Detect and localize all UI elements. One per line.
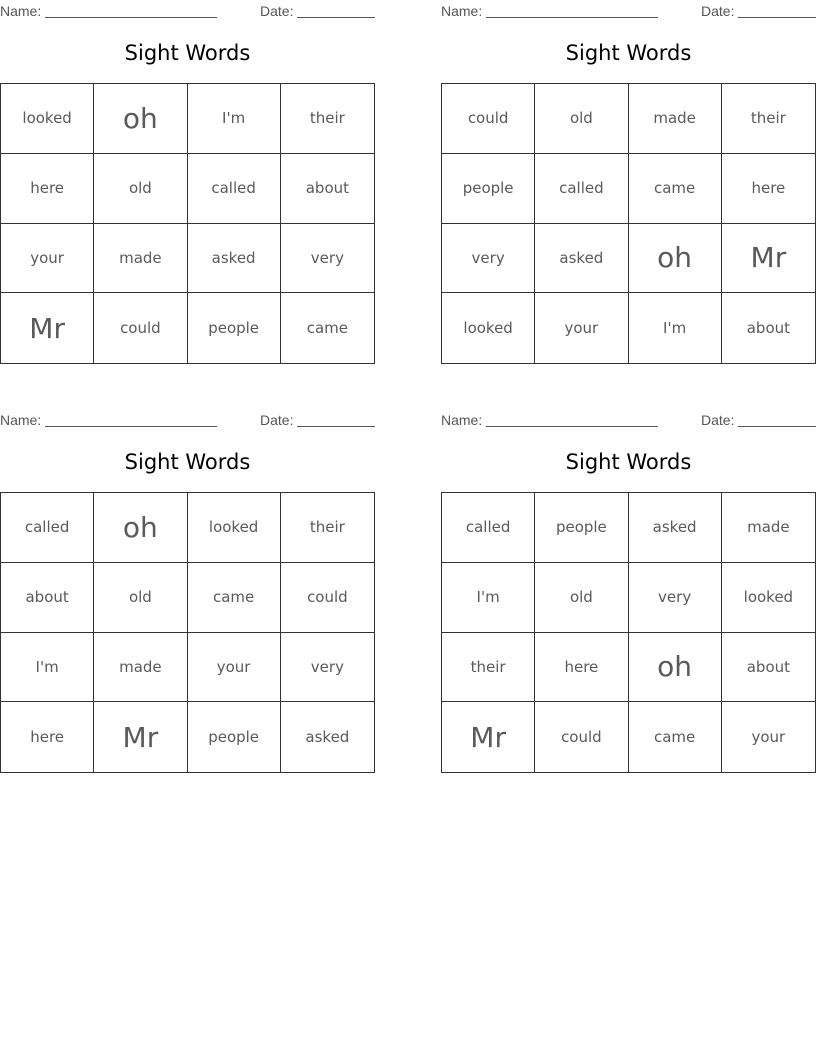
word-cell: here (722, 154, 815, 224)
date-label: Date: (701, 3, 735, 19)
word-cell: could (281, 563, 374, 633)
name-field-line[interactable] (45, 412, 217, 427)
word-cell: oh (94, 493, 187, 563)
name-field-line[interactable] (45, 3, 217, 18)
word-cell: called (535, 154, 628, 224)
word-cell: came (188, 563, 281, 633)
word-cell: old (94, 563, 187, 633)
name-label: Name: (0, 412, 42, 428)
word-cell: called (188, 154, 281, 224)
word-cell: made (94, 633, 187, 703)
name-date-header (441, 3, 816, 19)
word-cell: very (629, 563, 722, 633)
date-label: Date: (260, 412, 294, 428)
word-cell: came (306, 319, 349, 338)
word-cell: could (442, 84, 535, 154)
word-grid (0, 83, 375, 364)
name-field-line[interactable] (486, 412, 658, 427)
word-cell: very (281, 224, 374, 294)
word-cell: I'm (442, 563, 535, 633)
word-cell: here (535, 633, 628, 703)
word-cell: people (535, 493, 628, 563)
word-cell: about (1, 563, 94, 633)
name-label: Name: (441, 3, 483, 19)
word-cell: I'm (629, 293, 722, 363)
word-cell: old (535, 84, 628, 154)
word-cell: about (281, 154, 374, 224)
date-field-line[interactable] (297, 3, 375, 18)
word-cell: could (535, 702, 628, 772)
word-cell: their (281, 84, 374, 154)
word-cell: old (94, 154, 187, 224)
word-cell: people (188, 702, 281, 772)
name-date-header (0, 412, 375, 428)
word-cell: about (722, 633, 815, 703)
word-cell: oh (629, 633, 722, 703)
bingo-card (441, 409, 816, 773)
card-title: Sight Words (124, 450, 251, 474)
word-cell: your (535, 293, 628, 363)
word-cell: their (442, 633, 535, 703)
word-cell: old (535, 563, 628, 633)
card-title: Sight Words (565, 41, 692, 65)
word-cell: called (442, 493, 535, 563)
word-cell: your (1, 224, 94, 294)
card-title: Sight Words (124, 41, 251, 65)
name-date-header (441, 412, 816, 428)
word-cell: made (722, 493, 815, 563)
word-cell: I'm (188, 84, 281, 154)
bingo-card (0, 0, 375, 364)
word-cell: looked (722, 563, 815, 633)
word-cell: came (629, 154, 722, 224)
word-cell: here (1, 702, 94, 772)
word-cell: looked (442, 293, 535, 363)
date-field-line[interactable] (297, 412, 375, 427)
word-cell: people (188, 293, 281, 363)
word-cell: could (94, 293, 187, 363)
word-cell: asked (535, 224, 628, 294)
word-cell: here (1, 154, 94, 224)
word-cell: called (1, 493, 94, 563)
word-cell: very (442, 224, 535, 294)
name-label: Name: (0, 3, 42, 19)
word-cell: made (629, 84, 722, 154)
word-grid (0, 492, 375, 773)
word-cell: Mr (94, 702, 187, 772)
bingo-card (441, 0, 816, 364)
date-field-line[interactable] (738, 3, 816, 18)
word-cell: Mr (1, 293, 94, 363)
word-cell: their (281, 493, 374, 563)
word-grid (441, 492, 816, 773)
word-cell: came (629, 702, 722, 772)
word-grid (441, 83, 816, 364)
bingo-card (0, 409, 375, 773)
word-cell: their (722, 84, 815, 154)
word-cell: oh (629, 224, 722, 294)
word-cell: your (751, 728, 786, 747)
word-cell: asked (305, 728, 350, 747)
date-label: Date: (260, 3, 294, 19)
name-field-line[interactable] (486, 3, 658, 18)
word-cell: Mr (722, 224, 815, 294)
word-cell: I'm (1, 633, 94, 703)
word-cell: your (188, 633, 281, 703)
card-title: Sight Words (565, 450, 692, 474)
word-cell: looked (1, 84, 94, 154)
word-cell: looked (188, 493, 281, 563)
name-label: Name: (441, 412, 483, 428)
word-cell: oh (94, 84, 187, 154)
word-cell: Mr (442, 702, 535, 772)
word-cell: very (281, 633, 374, 703)
date-field-line[interactable] (738, 412, 816, 427)
name-date-header (0, 3, 375, 19)
word-cell: about (746, 319, 791, 338)
word-cell: asked (188, 224, 281, 294)
word-cell: people (442, 154, 535, 224)
date-label: Date: (701, 412, 735, 428)
word-cell: made (94, 224, 187, 294)
word-cell: asked (629, 493, 722, 563)
